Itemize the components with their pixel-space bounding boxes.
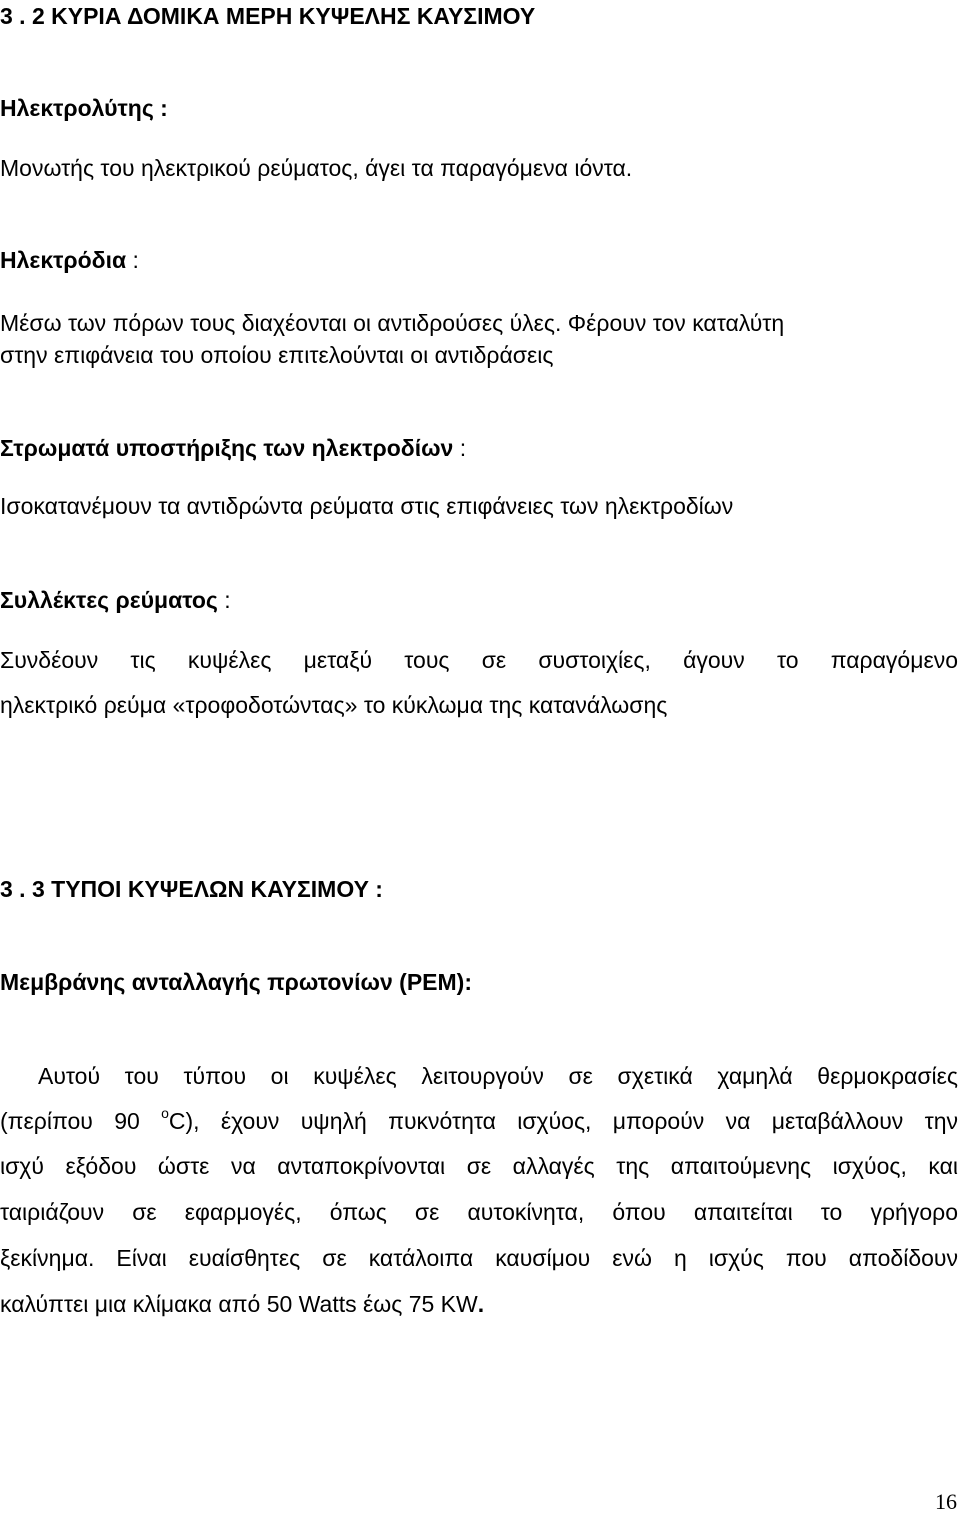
pem-paragraph-line-5: ξεκίνημα. Είναι ευαίσθητες σε κατάλοιπα καυσίμου ενώ η ισχύς που αποδίδουν bbox=[0, 1245, 958, 1271]
pem-line-6-period: . bbox=[477, 1291, 485, 1317]
term-colon: : bbox=[453, 435, 467, 461]
collectors-description-line-1: Συνδέουν τις κυψέλες μεταξύ τους σε συστοιχίες, άγουν το παραγόμενο bbox=[0, 647, 958, 673]
electrodes-description-line-1: Μέσω των πόρων τους διαχέονται οι αντιδρούσες ύλες. Φέρουν τον καταλύτη bbox=[0, 310, 785, 336]
pem-title: Μεμβράνης ανταλλαγής πρωτονίων (PEM): bbox=[0, 969, 472, 995]
pem-line-2-start: (περίπου 90 bbox=[0, 1108, 162, 1134]
section-heading-3-2: 3 . 2 ΚΥΡΙΑ ΔΟΜΙΚΑ ΜΕΡΗ ΚΥΨΕΛΗΣ ΚΑΥΣΙΜΟΥ bbox=[0, 3, 536, 29]
pem-paragraph-line-4: ταιριάζουν σε εφαρμογές, όπως σε αυτοκίνητα, όπου απαιτείται το γρήγορο bbox=[0, 1199, 958, 1225]
page-number: 16 bbox=[935, 1489, 957, 1514]
support-layers-heading bbox=[0, 434, 466, 463]
section-heading-3-3: 3 . 3 ΤΥΠΟΙ ΚΥΨΕΛΩΝ ΚΑΥΣΙΜΟΥ : bbox=[0, 876, 383, 902]
pem-line-6-text: καλύπτει μια κλίμακα από 50 Watts έως 75 KW bbox=[0, 1291, 478, 1317]
degree-superscript: ο bbox=[161, 1105, 169, 1122]
pem-paragraph-line-1: Αυτού του τύπου οι κυψέλες λειτουργούν σε σχετικά χαμηλά θερμοκρασίες bbox=[38, 1063, 958, 1089]
pem-paragraph-line-6 bbox=[0, 1290, 484, 1319]
pem-paragraph-line-3: ισχύ εξόδου ώστε να ανταποκρίνονται σε αλλαγές της απαιτούμενης ισχύος, και bbox=[0, 1153, 958, 1179]
term-electrodes: Ηλεκτρόδια bbox=[0, 247, 127, 273]
pem-paragraph-line-2 bbox=[0, 1107, 958, 1136]
term-collectors: Συλλέκτες ρεύματος bbox=[0, 587, 218, 613]
term-electrolyte: Ηλεκτρολύτης : bbox=[0, 95, 168, 121]
term-colon: : bbox=[217, 587, 231, 613]
pem-line-2-end: C), έχουν υψηλή πυκνότητα ισχύος, μπορούν να μεταβάλλουν την bbox=[168, 1108, 958, 1134]
collectors-heading bbox=[0, 586, 231, 615]
support-layers-description: Ισοκατανέμουν τα αντιδρώντα ρεύματα στις επιφάνειες των ηλεκτροδίων bbox=[0, 493, 734, 519]
electrodes-heading bbox=[0, 246, 139, 275]
term-colon: : bbox=[126, 247, 139, 273]
electrodes-description-line-2: στην επιφάνεια του οποίου επιτελούνται οι αντιδράσεις bbox=[0, 342, 554, 368]
term-support-layers: Στρωματά υποστήριξης των ηλεκτροδίων bbox=[0, 435, 454, 461]
electrolyte-description: Μονωτής του ηλεκτρικού ρεύματος, άγει τα παραγόμενα ιόντα. bbox=[0, 155, 633, 181]
collectors-description-line-2: ηλεκτρικό ρεύμα «τροφοδοτώντας» το κύκλωμα της κατανάλωσης bbox=[0, 692, 668, 718]
